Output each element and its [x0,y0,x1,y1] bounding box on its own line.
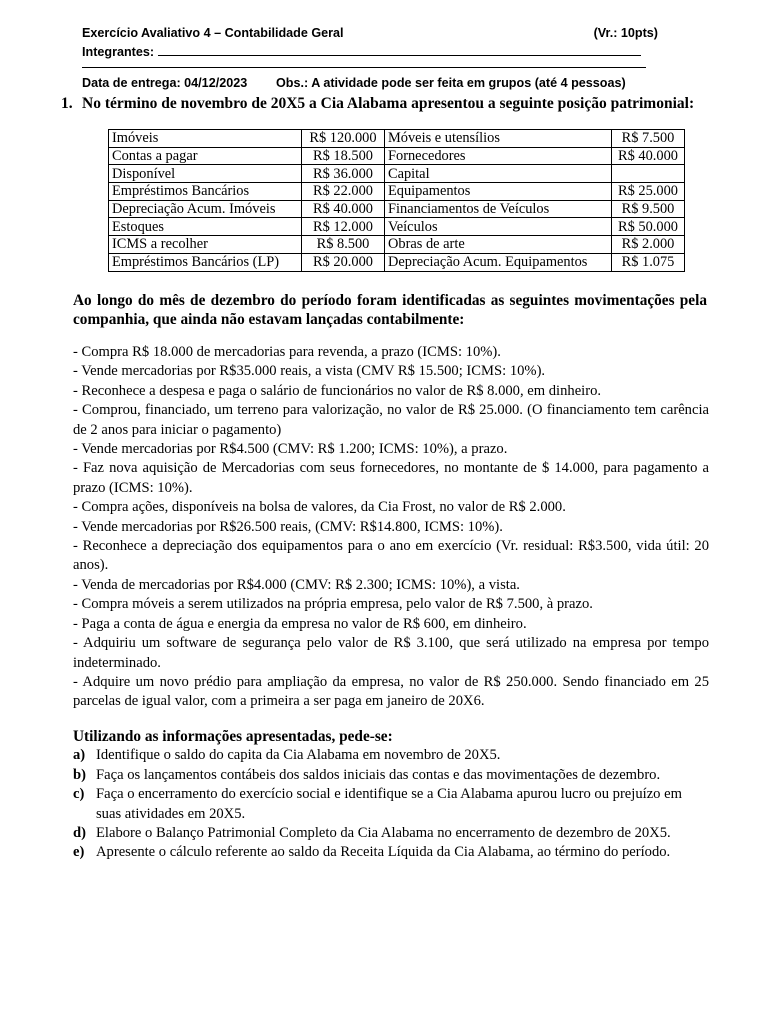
account-value-cell: R$ 40.000 [302,200,385,218]
table-row [109,253,685,271]
movement-item: - Vende mercadorias por R$26.500 reais, (CMV: R$14.800, ICMS: 10%). [73,518,503,535]
task-label: b) [73,766,86,783]
task-item [73,746,709,765]
account-name-cell: Depreciação Acum. Equipamentos [385,253,612,271]
movement-item: - Comprou, financiado, um terreno para valorização, no valor de R$ 25.000. (O financiamento tem carência de 2 anos para iniciar o pagamento) [73,402,709,438]
table-row [109,130,685,148]
account-name-cell: Capital [385,165,612,183]
account-value-cell: R$ 18.500 [302,147,385,165]
account-name-cell: Contas a pagar [109,147,302,165]
account-value-cell: R$ 12.000 [302,218,385,236]
members-line [82,43,641,59]
account-name-cell: Imóveis [109,130,302,148]
account-value-cell: R$ 22.000 [302,183,385,201]
account-name-cell: Empréstimos Bancários (LP) [109,253,302,271]
movement-item: - Compra R$ 18.000 de mercadorias para revenda, a prazo (ICMS: 10%). [73,344,501,360]
question-1 [61,95,694,113]
table-row [109,147,685,165]
account-name-cell: Equipamentos [385,183,612,201]
account-value-cell: R$ 25.000 [612,183,685,201]
task-label: e) [73,844,85,861]
due-date: Data de entrega: 04/12/2023 [82,76,248,90]
task-text: Apresente o cálculo referente ao saldo da Receita Líquida da Cia Alabama, ao término do período. [96,844,671,861]
task-label: d) [73,825,86,842]
account-name-cell: Financiamentos de Veículos [385,200,612,218]
account-name-cell: Móveis e utensílios [385,130,612,148]
table-row [109,218,685,236]
account-value-cell: R$ 20.000 [302,253,385,271]
table-row [109,165,685,183]
account-value-cell: R$ 2.000 [612,236,685,254]
members-blank[interactable] [158,43,641,56]
movement-item: - Adquire um novo prédio para ampliação da empresa, no valor de R$ 250.000. Sendo financiado em 25 parcelas de igual valor, com a primeira a ser paga em janeiro de 20X6. [73,673,709,710]
account-name-cell: Veículos [385,218,612,236]
account-value-cell: R$ 50.000 [612,218,685,236]
task-text: Identifique o saldo do capita da Cia Alabama em novembro de 20X5. [96,747,501,764]
members-label: Integrantes: [82,45,155,59]
account-name-cell: Estoques [109,218,302,236]
account-value-cell: R$ 40.000 [612,147,685,165]
task-item [73,824,709,843]
task-text: Faça os lançamentos contábeis dos saldos iniciais das contas e das movimentações de dezembro. [96,766,661,783]
table-row [109,236,685,254]
tasks-list [73,746,709,862]
account-name-cell: ICMS a recolher [109,236,302,254]
table-row [109,200,685,218]
account-name-cell: Fornecedores [385,147,612,165]
task-label: c) [73,786,85,803]
account-name-cell: Empréstimos Bancários [109,183,302,201]
movement-item: - Vende mercadorias por R$4.500 (CMV: R$ 1.200; ICMS: 10%), a prazo. [73,441,508,458]
table-row [109,183,685,201]
exercise-value: (Vr.: 10pts) [593,26,658,40]
account-value-cell: R$ 120.000 [302,130,385,148]
task-item [73,843,709,862]
movement-item: - Paga a conta de água e energia da empresa no valor de R$ 600, em dinheiro. [73,615,527,632]
account-name-cell: Depreciação Acum. Imóveis [109,200,302,218]
task-label: a) [73,747,86,764]
task-item [73,766,709,785]
account-value-cell: R$ 8.500 [302,236,385,254]
task-text: Elabore o Balanço Patrimonial Completo da Cia Alabama no encerramento de dezembro de 20X5. [96,825,671,842]
movement-item: - Compra ações, disponíveis na bolsa de valores, da Cia Frost, no valor de R$ 2.000. [73,499,566,516]
group-note: Obs.: A atividade pode ser feita em grupos (até 4 pessoas) [276,76,626,90]
account-name-cell: Disponível [109,165,302,183]
movements-list [73,343,709,712]
movement-item: - Reconhece a despesa e paga o salário de funcionários no valor de R$ 8.000, em dinheiro. [73,382,602,399]
movement-item: - Faz nova aquisição de Mercadorias com seus fornecedores, no montante de $ 14.000, para pagamento a prazo (ICMS: 10%). [73,460,709,496]
account-value-cell: R$ 1.075 [612,253,685,271]
question-number: 1. [61,95,73,112]
account-value-cell: R$ 7.500 [612,130,685,148]
account-value-cell: R$ 9.500 [612,200,685,218]
account-value-cell: R$ 36.000 [302,165,385,183]
separator-line [82,67,646,68]
movement-item: - Venda de mercadorias por R$4.000 (CMV: R$ 2.300; ICMS: 10%), a vista. [73,576,520,593]
balance-table [108,129,685,272]
question-text: No término de novembro de 20X5 a Cia Alabama apresentou a seguinte posição patrimonial: [82,95,695,112]
task-text: Faça o encerramento do exercício social e identifique se a Cia Alabama apurou lucro ou prejuízo em suas atividades em 20X5. [96,786,682,822]
movement-item: - Vende mercadorias por R$35.000 reais, a vista (CMV R$ 15.500; ICMS: 10%). [73,363,546,380]
movement-item: - Adquiriu um software de segurança pelo valor de R$ 3.100, que será utilizado na empresa por tempo indeterminado. [73,635,709,671]
document-title: Exercício Avaliativo 4 – Contabilidade Geral [82,26,344,40]
tasks-lead: Utilizando as informações apresentadas, pede-se: [73,728,393,745]
movement-item: - Compra móveis a serem utilizados na própria empresa, pelo valor de R$ 7.500, à prazo. [73,596,593,613]
account-value-cell [612,165,685,183]
movement-item: - Reconhece a depreciação dos equipamentos para o ano em exercício (Vr. residual: R$3.500, vida útil: 20 anos). [73,538,709,574]
tasks-section [73,727,709,863]
movements-intro: Ao longo do mês de dezembro do período foram identificadas as seguintes movimentações pela companhia, que ainda não estavam lançadas contabilmente: [73,292,707,328]
account-name-cell: Obras de arte [385,236,612,254]
task-item [73,785,709,824]
